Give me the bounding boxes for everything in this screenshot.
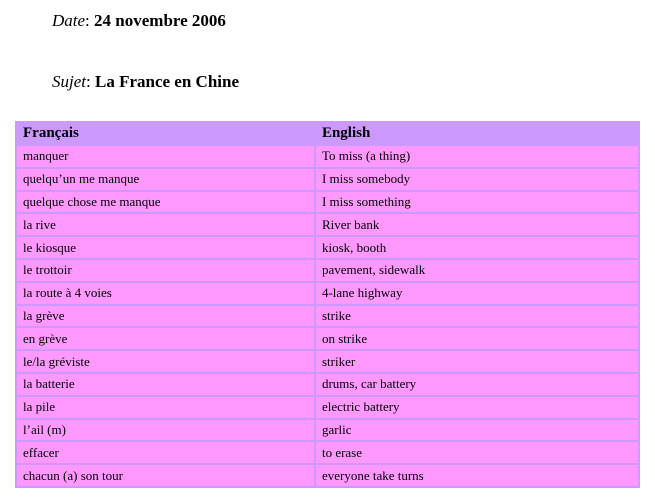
english-translation-cell: garlic: [316, 420, 638, 441]
english-translation-cell: striker: [316, 351, 638, 372]
subject-label: Sujet: [52, 72, 86, 91]
english-translation-cell: to erase: [316, 442, 638, 463]
english-translation-cell: To miss (a thing): [316, 146, 638, 167]
english-translation-cell: I miss somebody: [316, 169, 638, 190]
french-term-cell: l’ail (m): [17, 420, 314, 441]
english-translation-cell: electric battery: [316, 397, 638, 418]
table-row: [17, 397, 638, 418]
english-translation-cell: on strike: [316, 328, 638, 349]
table-body: [17, 146, 638, 486]
french-term-cell: quelque chose me manque: [17, 192, 314, 213]
french-term-cell: le trottoir: [17, 260, 314, 281]
french-term-cell: chacun (a) son tour: [17, 465, 314, 486]
english-translation-cell: I miss something: [316, 192, 638, 213]
table-header-row: [17, 123, 638, 144]
subject-line: [52, 72, 239, 92]
table-row: [17, 169, 638, 190]
table-row: [17, 351, 638, 372]
column-header-english: English: [316, 123, 638, 144]
column-header-french: Français: [17, 123, 314, 144]
english-translation-cell: everyone take turns: [316, 465, 638, 486]
english-translation-cell: drums, car battery: [316, 374, 638, 395]
vocabulary-table: [15, 121, 640, 488]
table-row: [17, 260, 638, 281]
english-translation-cell: strike: [316, 306, 638, 327]
table-row: [17, 283, 638, 304]
english-translation-cell: River bank: [316, 214, 638, 235]
french-term-cell: la batterie: [17, 374, 314, 395]
table-row: [17, 306, 638, 327]
table-row: [17, 237, 638, 258]
table-row: [17, 146, 638, 167]
french-term-cell: la route à 4 voies: [17, 283, 314, 304]
french-term-cell: en grève: [17, 328, 314, 349]
french-term-cell: le/la gréviste: [17, 351, 314, 372]
date-separator: :: [85, 11, 90, 30]
french-term-cell: la grève: [17, 306, 314, 327]
english-translation-cell: pavement, sidewalk: [316, 260, 638, 281]
english-translation-cell: 4-lane highway: [316, 283, 638, 304]
table-row: [17, 374, 638, 395]
date-label: Date: [52, 11, 86, 30]
subject-separator: :: [86, 72, 91, 91]
date-value: 24 novembre 2006: [94, 11, 226, 30]
table-row: [17, 442, 638, 463]
english-translation-cell: kiosk, booth: [316, 237, 638, 258]
table-row: [17, 214, 638, 235]
french-term-cell: manquer: [17, 146, 314, 167]
table-row: [17, 465, 638, 486]
french-term-cell: la pile: [17, 397, 314, 418]
french-term-cell: quelqu’un me manque: [17, 169, 314, 190]
table-row: [17, 420, 638, 441]
french-term-cell: le kiosque: [17, 237, 314, 258]
date-line: [52, 11, 226, 31]
table-row: [17, 192, 638, 213]
subject-value: La France en Chine: [94, 72, 240, 91]
french-term-cell: effacer: [17, 442, 314, 463]
table-row: [17, 328, 638, 349]
french-term-cell: la rive: [17, 214, 314, 235]
